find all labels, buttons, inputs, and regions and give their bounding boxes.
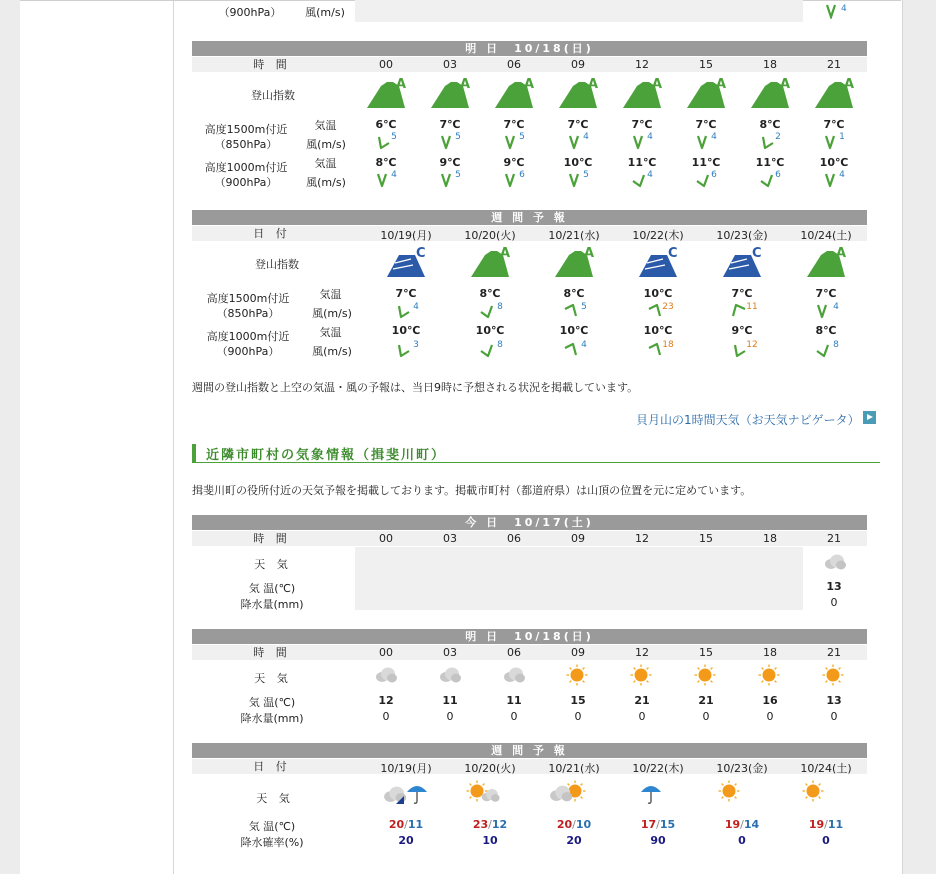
wind1500: 4	[833, 302, 839, 312]
index-letter: A	[500, 246, 511, 261]
time-21: 21	[827, 646, 841, 659]
mountain-index-a-icon	[557, 78, 601, 110]
temp1500: 7℃	[567, 118, 589, 131]
temp-min: 12	[491, 818, 508, 831]
rain-probability: 10	[482, 834, 498, 847]
left-margin	[20, 0, 173, 874]
time-06: 06	[507, 58, 521, 71]
mountain-index-a-icon	[621, 78, 665, 110]
rain: 0	[574, 710, 582, 723]
temp: 16	[762, 694, 778, 707]
date: 10/22(木)	[632, 762, 684, 775]
kion-label-2: 気温	[314, 157, 337, 170]
time-03: 03	[443, 532, 457, 545]
mountain-index-a-icon	[685, 78, 729, 110]
kion2-label-tomorrow: 気 温(℃)	[248, 696, 296, 709]
temp: 21	[634, 694, 650, 707]
date: 10/21(水)	[548, 229, 600, 242]
kousui-label-tomorrow: 降水量(mm)	[240, 712, 304, 725]
sun-icon	[566, 664, 592, 688]
temp: 11	[442, 694, 458, 707]
tenki-label-today: 天 気	[254, 558, 292, 571]
time-18: 18	[763, 532, 777, 545]
temp1500: 10℃	[643, 287, 673, 300]
alt1000-label-week: 高度1000m付近	[206, 330, 290, 343]
time-03: 03	[443, 646, 457, 659]
sun-icon	[718, 780, 768, 808]
partial-wind-value: 4	[841, 4, 847, 14]
temp1500: 7℃	[439, 118, 461, 131]
date: 10/21(水)	[548, 762, 600, 775]
temp-max: 19	[724, 818, 741, 831]
time-21: 21	[827, 532, 841, 545]
mountain-index-a-icon	[805, 247, 849, 279]
time-12: 12	[635, 58, 649, 71]
index-letter: A	[716, 77, 727, 92]
play-arrow-icon[interactable]	[863, 411, 876, 424]
kaze-label-week: 風(m/s)	[312, 307, 352, 320]
cloud-icon	[438, 664, 464, 688]
temp1500: 8℃	[759, 118, 781, 131]
temp1000: 9℃	[439, 156, 461, 169]
kaze-label: 風(m/s)	[306, 138, 346, 151]
temp-max: 19	[808, 818, 825, 831]
temp: 13	[826, 694, 842, 707]
temp1000: 10℃	[391, 324, 421, 337]
mountain-index-a-icon	[493, 78, 537, 110]
sun-icon	[802, 780, 852, 808]
temp1000: 9℃	[503, 156, 525, 169]
date: 10/24(土)	[800, 229, 852, 242]
kion-label: 気温	[314, 119, 337, 132]
temp1000: 11℃	[755, 156, 785, 169]
kaze-label-week-2: 風(m/s)	[312, 345, 352, 358]
wind1500: 5	[581, 302, 587, 312]
index-letter: A	[780, 77, 791, 92]
temp1500: 8℃	[563, 287, 585, 300]
temp1000: 10℃	[563, 156, 593, 169]
time-09: 09	[571, 532, 585, 545]
date-label: 日 付	[253, 227, 291, 240]
date: 10/22(木)	[632, 229, 684, 242]
date-label-week: 日 付	[253, 760, 291, 773]
mountain-index-c-icon	[637, 247, 681, 279]
wind1000: 8	[497, 340, 503, 350]
tenki-label-week: 天 気	[256, 792, 294, 805]
kion2-label-today: 気 温(℃)	[248, 582, 296, 595]
index-letter: C	[752, 246, 762, 261]
rain: 0	[446, 710, 454, 723]
temp-max: 23	[472, 818, 489, 831]
rain-probability: 20	[398, 834, 414, 847]
rain-probability: 90	[650, 834, 666, 847]
wind1500: 23	[662, 302, 674, 312]
wind1500: 4	[413, 302, 419, 312]
mountain-index-a-icon	[429, 78, 473, 110]
temp: 15	[570, 694, 586, 707]
mountain-index-a-icon	[553, 247, 597, 279]
town-week-header: 週 間 予 報	[192, 743, 867, 758]
time-06: 06	[507, 532, 521, 545]
date: 10/20(火)	[464, 762, 516, 775]
partial-wind-arrow-icon	[825, 3, 837, 19]
temp1000: 11℃	[691, 156, 721, 169]
time-15: 15	[699, 646, 713, 659]
time-06: 06	[507, 646, 521, 659]
wind1000: 8	[833, 340, 839, 350]
wind1000: 6	[519, 170, 525, 180]
index-letter: A	[588, 77, 599, 92]
rain: 0	[830, 596, 838, 609]
wind1000: 4	[581, 340, 587, 350]
mountain-index-a-icon	[813, 78, 857, 110]
wind1500: 4	[583, 132, 589, 142]
town-tomorrow-header: 明 日 10/18(日)	[192, 629, 867, 644]
time-00: 00	[379, 646, 393, 659]
temp1000: 10℃	[643, 324, 673, 337]
time-00: 00	[379, 532, 393, 545]
rain-icon	[634, 780, 684, 808]
temp1000: 10℃	[475, 324, 505, 337]
temp-min: 14	[743, 818, 760, 831]
time-15: 15	[699, 58, 713, 71]
mountain-index-c-icon	[721, 247, 765, 279]
temp1000: 10℃	[559, 324, 589, 337]
temp-min: 11	[827, 818, 844, 831]
mountain-index-a-icon	[749, 78, 793, 110]
partial-wind-label: 風(m/s)	[305, 6, 345, 19]
temp-max: 17	[640, 818, 657, 831]
date: 10/23(金)	[716, 229, 768, 242]
kousui-label-today: 降水量(mm)	[240, 598, 304, 611]
rain: 0	[382, 710, 390, 723]
alt1500-label-week: 高度1500m付近	[206, 292, 290, 305]
temp1500: 7℃	[695, 118, 717, 131]
temp-max-min	[717, 818, 767, 831]
index-letter: A	[460, 77, 471, 92]
wind1000: 6	[711, 170, 717, 180]
wind1000: 12	[746, 340, 758, 350]
wind1000: 18	[662, 340, 674, 350]
time-label: 時 間	[253, 58, 291, 71]
kousui-prob-label: 降水確率(%)	[240, 836, 304, 849]
temp: 21	[698, 694, 714, 707]
mountain-week-header: 週 間 予 報	[192, 210, 867, 225]
rain: 0	[702, 710, 710, 723]
cloud-then-rain-icon	[382, 780, 432, 808]
hourly-weather-link[interactable]: 貝月山の1時間天気（お天気ナビゲータ）	[636, 413, 860, 427]
kaze-label-2: 風(m/s)	[306, 176, 346, 189]
temp1000: 10℃	[819, 156, 849, 169]
temp1500: 7℃	[503, 118, 525, 131]
mountain-index-c-icon	[385, 247, 429, 279]
wind1500: 8	[497, 302, 503, 312]
wind1500: 11	[746, 302, 758, 312]
hpa900-label-week: （900hPa）	[216, 345, 280, 358]
rain: 0	[638, 710, 646, 723]
slash: /	[488, 818, 492, 831]
temp1000: 8℃	[815, 324, 837, 337]
temp1500: 8℃	[479, 287, 501, 300]
time-18: 18	[763, 58, 777, 71]
slash: /	[572, 818, 576, 831]
slash: /	[824, 818, 828, 831]
temp1500: 6℃	[375, 118, 397, 131]
time-label-tomorrow: 時 間	[253, 646, 291, 659]
mountain-tomorrow-header: 明 日 10/18(日)	[192, 41, 867, 56]
section-title: 近隣市町村の気象情報（揖斐川町）	[206, 448, 447, 463]
wind1500: 5	[455, 132, 461, 142]
wind1000: 4	[839, 170, 845, 180]
index-letter: A	[396, 77, 407, 92]
section-heading	[192, 444, 880, 463]
temp-max-min	[465, 818, 515, 831]
index-letter: A	[524, 77, 535, 92]
temp-max-min	[801, 818, 851, 831]
time-12: 12	[635, 646, 649, 659]
sun-cloud-icon	[466, 780, 516, 808]
temp1500: 7℃	[395, 287, 417, 300]
time-03: 03	[443, 58, 457, 71]
wind1000: 4	[391, 170, 397, 180]
slash: /	[404, 818, 408, 831]
wind1000: 5	[583, 170, 589, 180]
tenki-label-tomorrow: 天 気	[254, 672, 292, 685]
hpa900-label: （900hPa）	[214, 176, 278, 189]
rain: 0	[766, 710, 774, 723]
wind1000: 5	[455, 170, 461, 180]
temp1000: 11℃	[627, 156, 657, 169]
temp-max-min	[633, 818, 683, 831]
mountain-index-a-icon	[469, 247, 513, 279]
mountain-index-a-icon	[365, 78, 409, 110]
wind1500: 2	[775, 132, 781, 142]
wind1500: 5	[519, 132, 525, 142]
town-today-header: 今 日 10/17(土)	[192, 515, 867, 530]
temp-max-min	[549, 818, 599, 831]
time-12: 12	[635, 532, 649, 545]
wind1000: 6	[775, 170, 781, 180]
today-empty-block	[355, 547, 803, 610]
date: 10/19(月)	[380, 762, 432, 775]
rain: 0	[510, 710, 518, 723]
temp1500: 7℃	[823, 118, 845, 131]
tozan-label: 登山指数	[251, 89, 295, 102]
partial-hpa-label: （900hPa）	[218, 6, 282, 19]
note-weekly: 週間の登山指数と上空の気温・風の予報は、当日9時に予想される状況を掲載しています。	[192, 381, 639, 394]
wind1500: 4	[711, 132, 717, 142]
note-town: 揖斐川町の役所付近の天気予報を掲載しております。掲載市町村（都道府県）は山頂の位置を元に定めています。	[192, 484, 752, 497]
time-00: 00	[379, 58, 393, 71]
time-label-today: 時 間	[253, 532, 291, 545]
time-21: 21	[827, 58, 841, 71]
temp1500: 7℃	[815, 287, 837, 300]
temp1000: 8℃	[375, 156, 397, 169]
wind1500: 5	[391, 132, 397, 142]
date: 10/24(土)	[800, 762, 852, 775]
time-15: 15	[699, 532, 713, 545]
kion-label-week: 気温	[319, 288, 342, 301]
rain: 0	[830, 710, 838, 723]
index-letter: C	[668, 246, 678, 261]
index-letter: A	[844, 77, 855, 92]
wind1000: 3	[413, 340, 419, 350]
alt1000-label: 高度1000m付近	[204, 161, 288, 174]
wind1000: 4	[647, 170, 653, 180]
sun-icon	[630, 664, 656, 688]
temp: 13	[826, 580, 842, 593]
partial-empty-block	[355, 0, 803, 22]
date: 10/19(月)	[380, 229, 432, 242]
date: 10/20(火)	[464, 229, 516, 242]
hpa850-label-week: （850hPa）	[216, 307, 280, 320]
temp: 12	[378, 694, 394, 707]
index-letter: A	[584, 246, 595, 261]
index-letter: A	[836, 246, 847, 261]
temp-max: 20	[388, 818, 405, 831]
rain-probability: 0	[822, 834, 830, 847]
cloud-sun-icon	[550, 780, 600, 808]
sun-icon	[694, 664, 720, 688]
temp-max: 20	[556, 818, 573, 831]
temp-min: 11	[407, 818, 424, 831]
time-18: 18	[763, 646, 777, 659]
tozan-label-week: 登山指数	[255, 258, 299, 271]
date: 10/23(金)	[716, 762, 768, 775]
cloud-icon	[374, 664, 400, 688]
temp-min: 15	[659, 818, 676, 831]
temp: 11	[506, 694, 522, 707]
slash: /	[740, 818, 744, 831]
temp1500: 7℃	[731, 287, 753, 300]
cloud-icon	[502, 664, 528, 688]
rain-probability: 20	[566, 834, 582, 847]
kion2-label-week: 気 温(℃)	[248, 820, 296, 833]
hpa850-label: （850hPa）	[214, 138, 278, 151]
cloud-icon	[823, 551, 849, 573]
temp-max-min	[381, 818, 431, 831]
wind1500: 1	[839, 132, 845, 142]
sun-icon	[758, 664, 784, 688]
index-letter: C	[416, 246, 426, 261]
temp1000: 9℃	[731, 324, 753, 337]
time-09: 09	[571, 646, 585, 659]
rain-probability: 0	[738, 834, 746, 847]
temp-min: 10	[575, 818, 592, 831]
wind1500: 4	[647, 132, 653, 142]
index-letter: A	[652, 77, 663, 92]
sun-icon	[822, 664, 848, 688]
alt1500-label: 高度1500m付近	[204, 123, 288, 136]
time-09: 09	[571, 58, 585, 71]
slash: /	[656, 818, 660, 831]
temp1500: 7℃	[631, 118, 653, 131]
kion-label-week-2: 気温	[319, 326, 342, 339]
